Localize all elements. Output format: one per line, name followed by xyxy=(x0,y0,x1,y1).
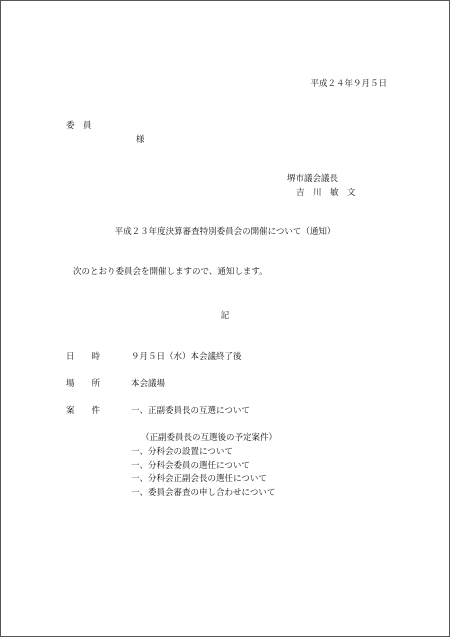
sender-name: 吉 川 敏 文 xyxy=(296,188,356,198)
scheduled-item: 一、委員会審査の申し合わせについて xyxy=(131,488,276,498)
scheduled-item: 一、分科会委員の選任について xyxy=(131,461,250,471)
body-text: 次のとおり委員会を開催しますので、通知します。 xyxy=(73,267,268,277)
datetime-value: ９月５日（水）本会議終了後 xyxy=(131,352,242,362)
document-date: 平成２４年９月５日 xyxy=(310,79,387,89)
scheduled-item: 一、分科会の設置について xyxy=(131,447,233,457)
document-subject: 平成２３年度決算審査特別委員会の開催について（通知） xyxy=(114,227,336,237)
agenda-label: 案 件 xyxy=(66,406,101,416)
place-value: 本会議場 xyxy=(131,379,166,389)
place-label: 場 所 xyxy=(66,379,101,389)
scheduled-item: 一、分科会正副会長の選任について xyxy=(131,474,267,484)
recipient-title: 委 員 xyxy=(66,121,92,131)
scheduled-heading: （正副委員長の互選後の予定案件） xyxy=(141,433,278,443)
datetime-label: 日 時 xyxy=(66,352,101,362)
ki-heading: 記 xyxy=(220,311,230,321)
agenda-value: 一、正副委員長の互選について xyxy=(131,406,250,416)
recipient-honorific: 様 xyxy=(136,135,145,145)
sender-office: 堺市議会議長 xyxy=(287,174,339,184)
